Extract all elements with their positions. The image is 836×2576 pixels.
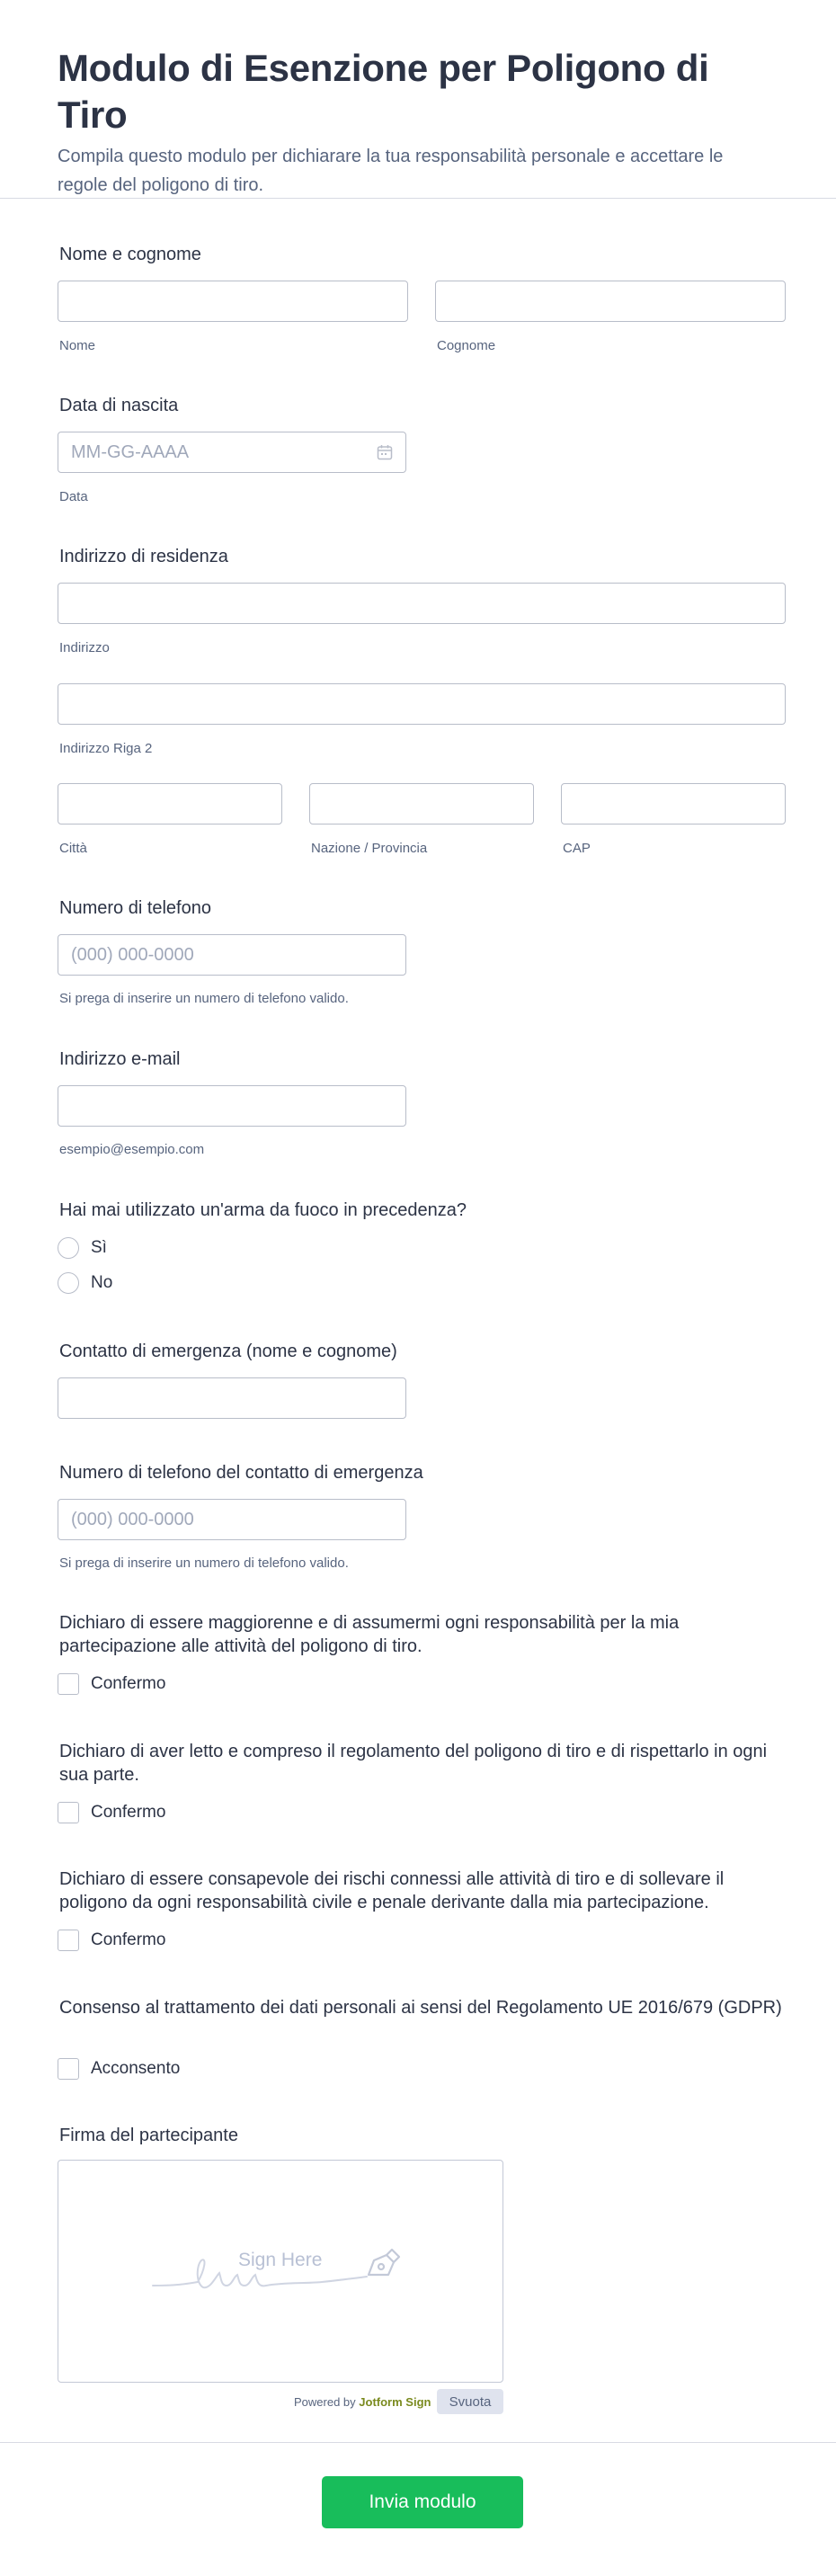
gdpr-consent-checkbox[interactable] (58, 2058, 79, 2080)
city-input[interactable] (58, 783, 282, 824)
birth-date-input[interactable] (58, 432, 406, 473)
emergency-phone-label: Numero di telefono del contatto di emergenza (59, 1463, 423, 1483)
emergency-phone-sublabel: Si prega di inserire un numero di telefono valido. (59, 1555, 349, 1571)
first-name-sublabel: Nome (59, 338, 96, 353)
signature-placeholder: Sign Here (238, 2250, 323, 2270)
submit-button[interactable]: Invia modulo (322, 2476, 523, 2528)
declaration-age-label: Dichiaro di essere maggiorenne e di assumermi ogni responsabilità per la mia partecipazione alle attività del poligono di tiro. (59, 1613, 680, 1656)
phone-input[interactable] (58, 934, 406, 976)
form-title: Modulo di Esenzione per Poligono di Tiro (58, 47, 709, 136)
address-line2-input[interactable] (58, 683, 786, 725)
clear-signature-button[interactable]: Svuota (437, 2389, 503, 2414)
firearm-question-label: Hai mai utilizzato un'arma da fuoco in precedenza? (59, 1200, 467, 1220)
email-sublabel: esempio@esempio.com (59, 1142, 205, 1157)
birth-sublabel: Data (59, 489, 88, 504)
declaration-rules-option[interactable]: Confermo (91, 1803, 166, 1822)
powered-by-text: Powered by Jotform Sign (294, 2395, 431, 2409)
last-name-sublabel: Cognome (437, 338, 496, 353)
address-label: Indirizzo di residenza (59, 547, 228, 566)
form-header (58, 45, 777, 200)
state-sublabel: Nazione / Provincia (311, 841, 428, 856)
last-name-input[interactable] (435, 281, 786, 322)
address-line1-input[interactable] (58, 583, 786, 624)
declaration-risks-checkbox[interactable] (58, 1930, 79, 1951)
header-divider (0, 198, 836, 199)
phone-sublabel: Si prega di inserire un numero di telefono valido. (59, 991, 349, 1006)
phone-label: Numero di telefono (59, 898, 211, 918)
calendar-icon[interactable] (377, 444, 393, 460)
address-line2-sublabel: Indirizzo Riga 2 (59, 741, 153, 756)
declaration-age-option[interactable]: Confermo (91, 1674, 166, 1693)
gdpr-consent-option[interactable]: Acconsento (91, 2059, 181, 2078)
declaration-risks-label: Dichiaro di essere consapevole dei rischi connessi alle attività di tiro e di sollevare il poligono da ogni responsabilità civile e penale derivante dalla mia partecipazione. (59, 1869, 725, 1912)
first-name-input[interactable] (58, 281, 408, 322)
radio-yes[interactable] (58, 1237, 79, 1259)
emergency-contact-label: Contatto di emergenza (nome e cognome) (59, 1341, 397, 1361)
state-input[interactable] (309, 783, 534, 824)
email-input[interactable] (58, 1085, 406, 1127)
radio-no[interactable] (58, 1272, 79, 1294)
pen-nib-icon (363, 2248, 405, 2278)
birth-label: Data di nascita (59, 396, 179, 415)
declaration-age-checkbox[interactable] (58, 1673, 79, 1695)
radio-no-label[interactable]: No (91, 1273, 113, 1292)
footer-divider (0, 2442, 836, 2443)
zip-input[interactable] (561, 783, 786, 824)
address-line1-sublabel: Indirizzo (59, 640, 110, 655)
city-sublabel: Città (59, 841, 87, 856)
emergency-phone-input[interactable] (58, 1499, 406, 1540)
declaration-risks-option[interactable]: Confermo (91, 1930, 166, 1949)
gdpr-consent-label: Consenso al trattamento dei dati personali ai sensi del Regolamento UE 2016/679 (GDPR) (59, 1998, 782, 2018)
name-label: Nome e cognome (59, 245, 201, 264)
declaration-rules-label: Dichiaro di aver letto e compreso il regolamento del poligono di tiro e di rispettarlo in ogni sua parte. (59, 1742, 768, 1785)
declaration-rules-checkbox[interactable] (58, 1802, 79, 1823)
emergency-contact-input[interactable] (58, 1377, 406, 1419)
email-label: Indirizzo e-mail (59, 1049, 181, 1069)
signature-label: Firma del partecipante (59, 2126, 238, 2145)
radio-yes-label[interactable]: Sì (91, 1238, 107, 1257)
form-subtitle: Compila questo modulo per dichiarare la tua responsabilità personale e accettare le regole del poligono di tiro. (58, 147, 724, 195)
zip-sublabel: CAP (563, 841, 591, 856)
